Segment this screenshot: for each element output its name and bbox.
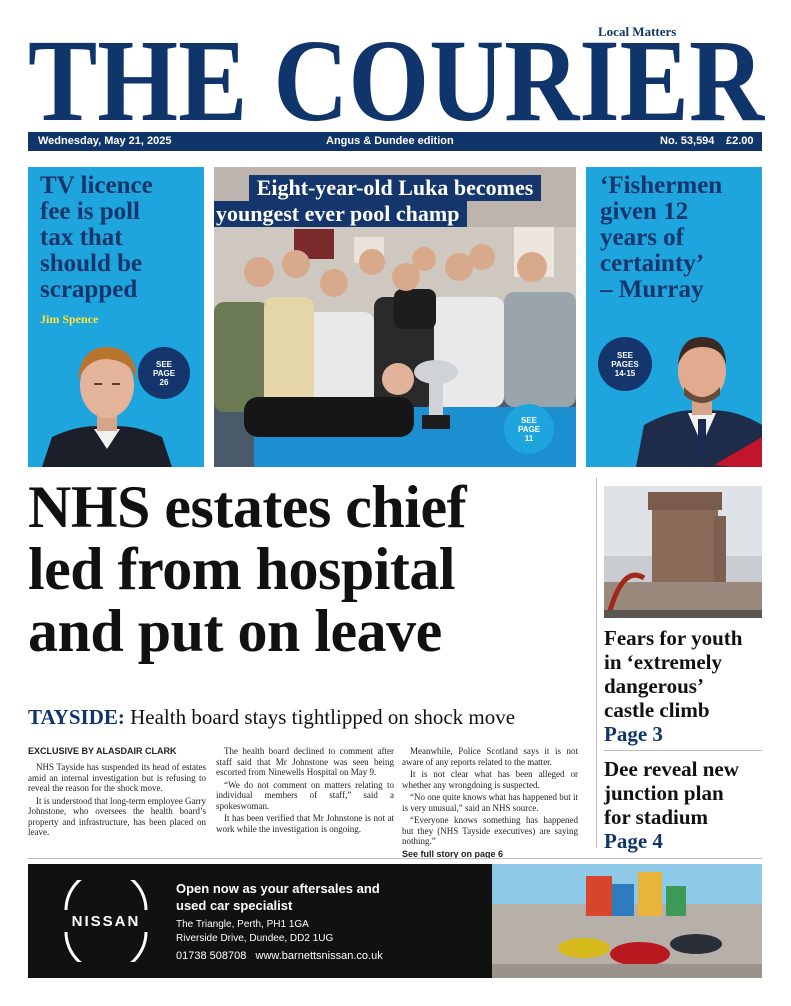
page-reference: Page 3 [604, 722, 663, 746]
teaser-fishermen[interactable] [586, 167, 762, 467]
badge-line: 14-15 [614, 368, 636, 378]
strap-label: TAYSIDE: [28, 705, 125, 729]
teaser-headline [600, 173, 722, 303]
badge-line: 11 [524, 433, 534, 443]
headline-line: castle climb [604, 698, 710, 722]
lead-headline[interactable] [28, 476, 588, 662]
website-link[interactable]: www.barnettsnissan.co.uk [255, 950, 383, 962]
paragraph: The health board declined to comment after staff said that Mr Johnstone was seen being escorted from Ninewells Hospital on May 9. [216, 746, 394, 777]
teaser-headline [214, 175, 576, 227]
headline-line: led from hospital [28, 536, 456, 602]
headline-line: – Murray [600, 276, 704, 303]
badge-line: PAGES [611, 359, 639, 369]
teaser-pool-champ[interactable] [214, 167, 576, 467]
badge-line: PAGE [517, 424, 541, 434]
price: £2.00 [726, 135, 754, 147]
columnist-portrait [42, 327, 172, 467]
politician-portrait [636, 315, 762, 467]
teaser-tv-licence[interactable] [28, 167, 204, 467]
ad-headline [176, 880, 380, 914]
headline-line: Fears for youth [604, 626, 743, 650]
teaser-headline [40, 173, 153, 303]
ad-divider [28, 858, 762, 859]
see-page-badge[interactable] [138, 347, 190, 399]
address-line: The Triangle, Perth, PH1 1GA [176, 919, 309, 930]
phone-number[interactable]: 01738 508708 [176, 950, 247, 962]
lead-strapline [28, 705, 515, 730]
see-pages-badge[interactable] [598, 337, 652, 391]
paragraph: It is understood that long-term employee Garry Johnstone, who oversees the health board’s property and infrastructure, has been placed on leave. [28, 795, 206, 837]
story-divider [604, 750, 762, 751]
headline-line: ‘Fishermen [600, 172, 723, 199]
side-story-castle[interactable] [604, 626, 742, 747]
headline-line: Open now as your aftersales and [176, 881, 380, 896]
lead-column-2 [216, 746, 394, 836]
badge-line: SEE [520, 415, 537, 425]
headline-line: should be [40, 250, 143, 277]
address-line: Riverside Drive, Dundee, DD2 1UG [176, 933, 334, 944]
masthead-tagline: Local Matters [598, 24, 677, 39]
badge-line: PAGE [152, 368, 176, 378]
paragraph: Meanwhile, Police Scotland says it is not aware of any reports related to the matter. [402, 746, 578, 767]
lead-column-1 [28, 746, 206, 840]
headline-line: Eight-year-old Luka becomes [249, 175, 542, 201]
side-story-stadium[interactable] [604, 757, 739, 854]
headline-line: used car specialist [176, 898, 293, 913]
headline-line: scrapped [40, 276, 138, 303]
date-bar [28, 132, 762, 151]
paragraph: It is not clear what has been alleged or whether any wrongdoing is suspected. [402, 769, 578, 790]
headline-line: TV licence [40, 172, 153, 199]
issue-date: Wednesday, May 21, 2025 [38, 135, 172, 147]
nissan-logo-text: NISSAN [71, 913, 141, 930]
lead-column-3 [402, 746, 578, 861]
badge-line: SEE [616, 350, 633, 360]
headline-line: given 12 [600, 198, 689, 225]
strap-text: Health board stays tightlipped on shock move [130, 705, 516, 729]
column-divider [596, 478, 597, 848]
headline-line: NHS estates chief [28, 474, 467, 540]
badge-line: 26 [159, 377, 169, 387]
headline-line: tax that [40, 224, 123, 251]
columnist-byline: Jim Spence [40, 312, 99, 326]
headline-line: certainty’ [600, 250, 705, 277]
continued-link[interactable]: See full story on page 6 [402, 848, 504, 859]
headline-line: for stadium [604, 805, 709, 829]
ad-addresses [176, 918, 333, 946]
paragraph: “We do not comment on matters relating to individual members of staff,” said a spokeswoman. [216, 779, 394, 811]
badge-line: SEE [155, 359, 172, 369]
headline-line: youngest ever pool champ [214, 201, 467, 227]
headline-line: and put on leave [28, 598, 442, 664]
paragraph: “Everyone knows something has happened but they (NHS Tayside executives) are saying nothing.” [402, 815, 578, 846]
castle-photo [604, 486, 762, 618]
headline-line: junction plan [604, 781, 724, 805]
headline-line: in ‘extremely [604, 650, 722, 674]
paragraph: “No one quite knows what has happened but it is very unusual,” said an NHS source. [402, 792, 578, 813]
exclusive-byline: EXCLUSIVE BY ALASDAIR CLARK [28, 746, 177, 756]
page-reference: Page 4 [604, 829, 663, 853]
paragraph: It has been verified that Mr Johnstone is not at work while the investigation is ongoing. [216, 813, 394, 834]
issue-number: No. 53,594 [660, 135, 715, 147]
masthead-title [26, 22, 766, 132]
see-page-badge[interactable] [504, 404, 554, 454]
masthead-title-text: THE COURIER [28, 22, 766, 132]
headline-line: Dee reveal new [604, 757, 739, 781]
nissan-advert[interactable] [28, 864, 762, 978]
ad-contact [176, 950, 383, 962]
nissan-logo [50, 880, 162, 962]
headline-line: years of [600, 224, 684, 251]
headline-line: dangerous’ [604, 674, 704, 698]
paragraph: NHS Tayside has suspended its head of estates amid an internal investigation but is refusing to reveal the reason for the shock move. [28, 762, 206, 793]
edition-name: Angus & Dundee edition [326, 135, 454, 147]
dealership-image [492, 864, 762, 978]
headline-line: fee is poll [40, 198, 140, 225]
